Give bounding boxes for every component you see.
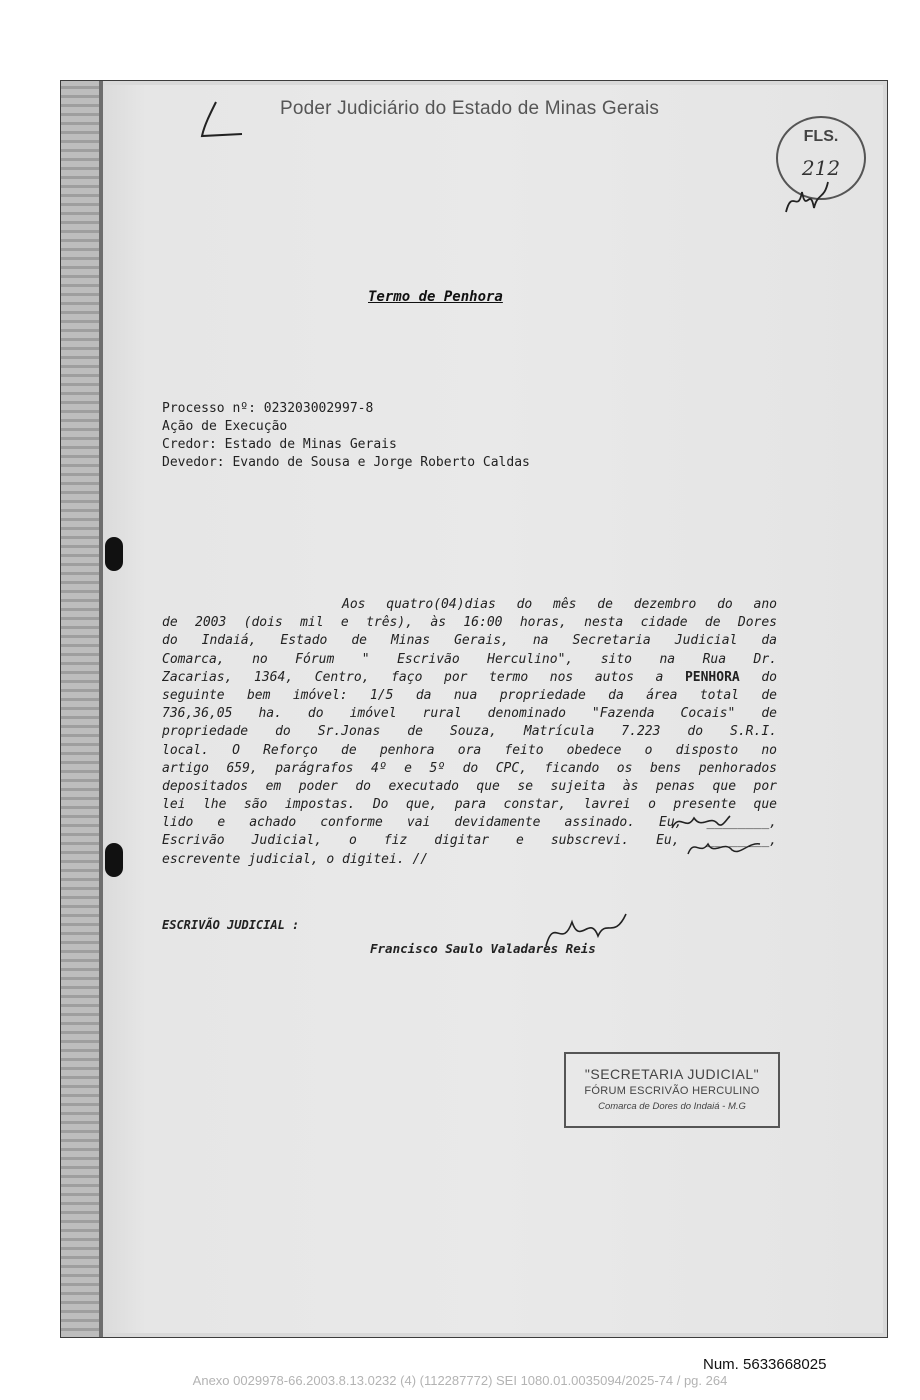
document-number: Num. 5633668025 <box>703 1356 827 1373</box>
body-line-tail: do <box>739 669 777 685</box>
body-line <box>162 669 777 687</box>
annex-reference: Anexo 0029978-66.2003.8.13.0232 (4) (112287772) SEI 1080.01.0035094/2025-74 / pg. 264 <box>192 1373 728 1388</box>
body-line: depositados em poder do executado que se sujeita às penas que por <box>162 778 777 794</box>
punch-hole-lower <box>105 843 123 877</box>
fls-label: FLS. <box>803 128 839 145</box>
body-line: Comarca, no Fórum " Escrivão Herculino", sito na Rua Dr. <box>162 651 777 667</box>
stamp-line-1: "SECRETARIA JUDICIAL" <box>584 1066 760 1082</box>
binding-edge <box>99 81 103 1337</box>
body-line: de 2003 (dois mil e três), às 16:00 horas, nesta cidade de Dores <box>162 615 777 631</box>
signature-label: ESCRIVÃO JUDICIAL : <box>162 918 300 932</box>
body-line: lido e achado conforme vai devidamente assinado. Eu, ________, <box>162 815 777 831</box>
debtor: Devedor: Evando de Sousa e Jorge Roberto Caldas <box>162 455 530 470</box>
body-line: seguinte bem imóvel: 1/5 da nua propriedade da área total de <box>162 687 777 703</box>
body-line-part: Zacarias, 1364, Centro, faço por termo nos autos a <box>162 669 685 685</box>
clerk-initials-signature <box>668 810 732 834</box>
binding-strip <box>61 81 101 1337</box>
body-line: 736,36,05 ha. do imóvel rural denominado "Fazenda Cocais" de <box>162 706 777 722</box>
body-line: propriedade do Sr.Jonas de Souza, Matrícula 7.223 do S.R.I. <box>162 724 777 740</box>
stamp-line-2: FÓRUM ESCRIVÃO HERCULINO <box>584 1085 760 1097</box>
document-title: Termo de Penhora <box>368 289 503 305</box>
body-line: artigo 659, parágrafos 4º e 5º do CPC, ficando os bens penhorados <box>162 760 777 776</box>
body-line: Escrivão Judicial, o fiz digitar e subscrevi. Eu, ________, <box>162 833 777 849</box>
stamp-line-3: Comarca de Dores do Indaiá - M.G <box>598 1101 746 1112</box>
creditor: Credor: Estado de Minas Gerais <box>162 437 397 452</box>
body-line: lei lhe são impostas. Do que, para constar, lavrei o presente que <box>162 797 777 813</box>
body-line: local. O Reforço de penhora ora feito obedece o disposto no <box>162 742 777 758</box>
rubric-signature <box>782 178 832 218</box>
clerk-name: Francisco Saulo Valadares Reis <box>370 941 596 956</box>
fls-number: 212 <box>801 156 841 180</box>
punch-hole-upper <box>105 537 123 571</box>
institution-header: Poder Judiciário do Estado de Minas Gerais <box>280 98 660 119</box>
secretaria-stamp <box>564 1052 780 1128</box>
handwritten-l-mark <box>198 100 248 142</box>
process-number: Processo nº: 023203002997-8 <box>162 401 374 416</box>
penhora-bold-word: PENHORA <box>684 669 740 685</box>
process-info <box>162 400 530 472</box>
action-type: Ação de Execução <box>162 419 288 434</box>
body-line: do Indaiá, Estado de Minas Gerais, na Secretaria Judicial da <box>162 633 777 649</box>
body-line: escrevente judicial, o digitei. // <box>162 851 429 867</box>
writer-initials-signature <box>684 834 764 860</box>
body-line: Aos quatro(04)dias do mês de dezembro do ano <box>342 597 777 612</box>
